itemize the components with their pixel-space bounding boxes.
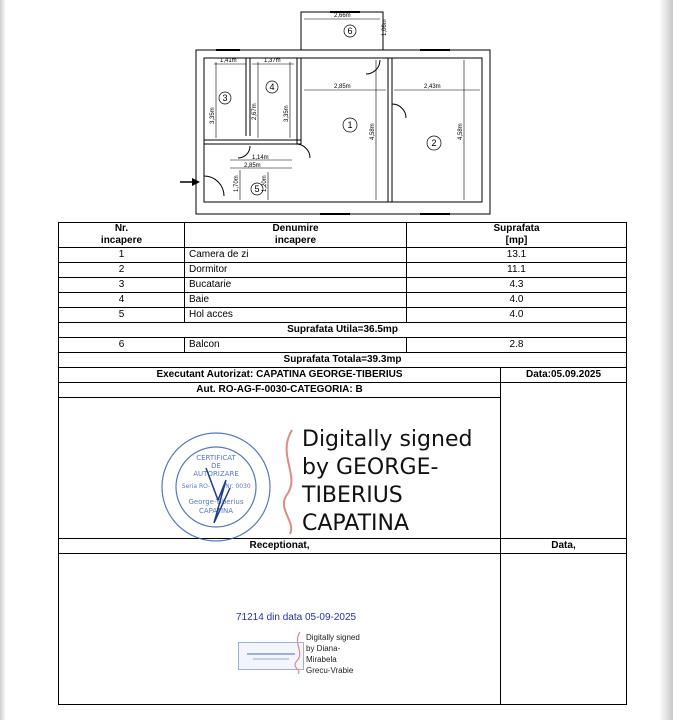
svg-text:1,14m: 1,14m bbox=[252, 155, 269, 161]
sig2-line4: Grecu-Vrabie bbox=[306, 666, 354, 675]
sig1-line3: TIBERIUS bbox=[302, 483, 403, 508]
table-row bbox=[59, 263, 627, 278]
row-area: 4.3 bbox=[407, 278, 627, 293]
svg-text:DE: DE bbox=[211, 462, 221, 470]
row-area: 4.0 bbox=[407, 293, 627, 308]
row-name: Dormitor bbox=[185, 263, 407, 278]
table-row bbox=[59, 248, 627, 263]
table-header bbox=[59, 223, 627, 248]
reception-reference: 71214 din data 05-09-2025 bbox=[236, 612, 357, 623]
row-nr: 2 bbox=[59, 263, 185, 278]
svg-text:2,67m: 2,67m bbox=[252, 103, 258, 120]
authorization-stamp bbox=[156, 428, 276, 546]
usable-area-row bbox=[59, 323, 627, 338]
header-area-line1: Suprafata bbox=[493, 223, 540, 234]
svg-text:2,66m: 2,66m bbox=[334, 13, 351, 19]
table-row bbox=[59, 338, 627, 353]
svg-text:CAPATINA: CAPATINA bbox=[198, 507, 234, 515]
row-nr: 6 bbox=[59, 338, 185, 353]
usable-area-total: Suprafata Utila=36.5mp bbox=[59, 323, 627, 338]
sig2-line1: Digitally signed bbox=[306, 633, 360, 642]
total-area-row bbox=[59, 353, 627, 368]
svg-text:1: 1 bbox=[347, 120, 353, 130]
row-nr: 4 bbox=[59, 293, 185, 308]
sig1-line4: CAPATINA bbox=[302, 511, 410, 536]
svg-text:2,43m: 2,43m bbox=[424, 84, 441, 90]
row-name: Baie bbox=[185, 293, 407, 308]
header-name-line1: Denumire bbox=[272, 223, 319, 234]
svg-text:AUTORIZARE: AUTORIZARE bbox=[193, 470, 239, 478]
svg-text:2,85m: 2,85m bbox=[244, 163, 261, 169]
svg-text:George-Tiberius: George-Tiberius bbox=[188, 498, 244, 506]
header-nr-line2: incapere bbox=[100, 235, 143, 246]
header-area-line2: [mp] bbox=[505, 235, 528, 246]
reception-body-row bbox=[59, 554, 627, 705]
page-left-shadow bbox=[0, 0, 6, 720]
total-area: Suprafata Totala=39.3mp bbox=[59, 353, 627, 368]
date2-label: Data, bbox=[501, 539, 627, 554]
svg-text:4: 4 bbox=[269, 82, 275, 92]
svg-text:2,85m: 2,85m bbox=[334, 84, 351, 90]
svg-text:3,35m: 3,35m bbox=[284, 105, 290, 122]
sig1-line1: Digitally signed bbox=[302, 427, 473, 452]
svg-text:1,41m: 1,41m bbox=[220, 58, 237, 64]
row-name: Camera de zi bbox=[185, 248, 407, 263]
table-row bbox=[59, 308, 627, 323]
svg-text:4,58m: 4,58m bbox=[370, 123, 376, 140]
header-name-line2: incapere bbox=[274, 235, 317, 246]
page-right-shadow bbox=[659, 0, 673, 720]
digital-signature-1 bbox=[302, 426, 472, 538]
table-row bbox=[59, 293, 627, 308]
sig1-line2: by GEORGE- bbox=[302, 455, 439, 480]
svg-text:1,20m: 1,20m bbox=[262, 175, 268, 192]
svg-text:4,58m: 4,58m bbox=[458, 123, 464, 140]
svg-text:2: 2 bbox=[431, 138, 437, 148]
svg-text:3,35m: 3,35m bbox=[210, 107, 216, 124]
row-nr: 5 bbox=[59, 308, 185, 323]
svg-text:Seria RO-: Seria RO- bbox=[181, 483, 211, 490]
row-area: 4.0 bbox=[407, 308, 627, 323]
row-nr: 1 bbox=[59, 248, 185, 263]
row-area: 11.1 bbox=[407, 263, 627, 278]
sig2-line2: by Diana- bbox=[306, 644, 341, 653]
table-row bbox=[59, 278, 627, 293]
row-name: Balcon bbox=[185, 338, 407, 353]
digital-signature-2 bbox=[306, 632, 360, 676]
svg-text:1,70m: 1,70m bbox=[234, 175, 240, 192]
svg-text:1,37m: 1,37m bbox=[264, 58, 281, 64]
row-area: 13.1 bbox=[407, 248, 627, 263]
svg-text:6: 6 bbox=[347, 26, 353, 36]
authorization-row bbox=[59, 383, 627, 398]
row-name: Hol acces bbox=[185, 308, 407, 323]
authorization-label: Aut. RO-AG-F-0030-CATEGORIA: B bbox=[59, 383, 501, 398]
reception-label: Receptionat, bbox=[59, 539, 501, 554]
header-nr-line1: Nr. bbox=[114, 223, 129, 234]
date-label: Data:05.09.2025 bbox=[501, 368, 627, 383]
sig2-line3: Mirabela bbox=[306, 655, 337, 664]
svg-text:CERTIFICAT: CERTIFICAT bbox=[196, 454, 236, 462]
executant-row bbox=[59, 368, 627, 383]
row-area: 2.8 bbox=[407, 338, 627, 353]
executant-label: Executant Autorizat: CAPATINA GEORGE-TIBERIUS bbox=[59, 368, 501, 383]
svg-text:5: 5 bbox=[254, 184, 260, 194]
row-nr: 3 bbox=[59, 278, 185, 293]
svg-text:3: 3 bbox=[222, 93, 228, 103]
row-name: Bucatarie bbox=[185, 278, 407, 293]
svg-text:1,06m: 1,06m bbox=[382, 19, 388, 36]
reception-header-row bbox=[59, 539, 627, 554]
svg-text:Nr. 0030: Nr. 0030 bbox=[225, 483, 251, 490]
floor-plan bbox=[180, 0, 500, 222]
